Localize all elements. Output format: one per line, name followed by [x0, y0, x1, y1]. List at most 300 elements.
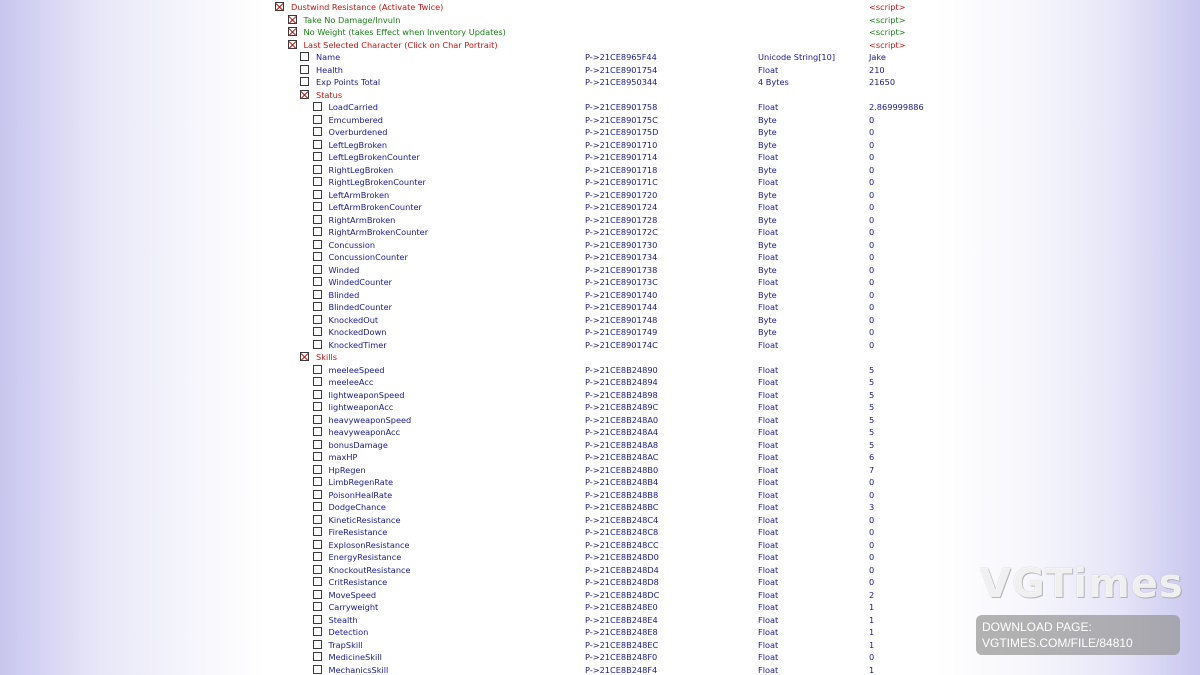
entry-address[interactable]: P->21CE8B248C4	[585, 514, 659, 525]
table-row[interactable]	[272, 626, 924, 639]
table-row[interactable]	[272, 301, 924, 314]
activate-checkbox[interactable]	[313, 240, 322, 249]
table-row[interactable]	[272, 89, 924, 102]
entry-type[interactable]: Byte	[758, 314, 777, 325]
entry-type[interactable]: Float	[758, 602, 779, 612]
entry-value[interactable]: 6	[869, 452, 875, 462]
entry-type[interactable]: Float	[758, 614, 779, 625]
table-row[interactable]	[272, 451, 924, 464]
entry-description[interactable]: Concussion	[328, 239, 376, 250]
entry-description[interactable]: LeftArmBroken	[328, 189, 390, 200]
activate-checkbox[interactable]	[313, 190, 322, 199]
entry-address[interactable]: P->21CE8B248C8	[585, 527, 659, 537]
entry-address[interactable]: P->21CE8B248E8	[585, 627, 658, 637]
entry-value[interactable]: 0	[869, 539, 875, 550]
entry-address[interactable]: P->21CE8B248DC	[585, 589, 660, 600]
entry-description[interactable]: meeleeSpeed	[328, 364, 385, 375]
entry-address[interactable]: P->21CE8B248B4	[585, 477, 659, 487]
entry-value[interactable]: 3	[869, 502, 875, 512]
entry-address[interactable]: P->21CE8901749	[585, 327, 658, 337]
table-row[interactable]	[272, 164, 924, 177]
entry-value[interactable]: 0	[869, 152, 875, 162]
activate-checkbox[interactable]	[313, 215, 322, 224]
entry-type[interactable]: Float	[758, 427, 779, 437]
entry-address[interactable]: P->21CE8B248A0	[585, 414, 659, 425]
activate-checkbox[interactable]	[313, 227, 322, 236]
table-row[interactable]	[272, 1, 924, 14]
entry-description[interactable]: TrapSkill	[328, 639, 363, 650]
table-row[interactable]	[272, 114, 924, 127]
entry-description[interactable]: HpRegen	[328, 464, 366, 475]
entry-value[interactable]: 0	[869, 114, 875, 125]
activate-checkbox[interactable]	[313, 527, 322, 536]
entry-description[interactable]: Last Selected Character (Click on Char Portrait)	[303, 39, 498, 50]
activate-checkbox[interactable]	[313, 627, 322, 636]
entry-address[interactable]: P->21CE8B248AC	[585, 452, 659, 462]
entry-address[interactable]: P->21CE8950344	[585, 77, 658, 87]
entry-type[interactable]: Unicode String[10]	[758, 52, 836, 62]
entry-description[interactable]: MechanicsSkill	[328, 664, 389, 675]
entry-description[interactable]: RightArmBrokenCounter	[328, 227, 429, 237]
entry-type[interactable]: Byte	[758, 114, 777, 125]
activate-checkbox[interactable]	[313, 490, 322, 499]
entry-address[interactable]: P->21CE8901738	[585, 264, 658, 275]
entry-description[interactable]: Detection	[328, 627, 369, 637]
entry-type[interactable]: Float	[758, 177, 779, 187]
entry-value[interactable]: 0	[869, 164, 875, 175]
entry-address[interactable]: P->21CE8901730	[585, 239, 658, 250]
activate-checkbox[interactable]	[275, 2, 284, 11]
entry-type[interactable]: Float	[758, 652, 779, 662]
entry-type[interactable]: Float	[758, 539, 779, 550]
table-row[interactable]	[272, 489, 924, 502]
entry-value[interactable]: 0	[869, 477, 875, 487]
entry-address[interactable]: P->21CE8B248B0	[585, 464, 659, 475]
activate-checkbox[interactable]	[313, 377, 322, 386]
entry-address[interactable]: P->21CE8B248F4	[585, 664, 658, 675]
activate-checkbox[interactable]	[313, 315, 322, 324]
table-row[interactable]	[272, 201, 924, 214]
entry-description[interactable]: Winded	[328, 264, 360, 275]
table-row[interactable]	[272, 276, 924, 289]
table-row[interactable]	[272, 189, 924, 202]
entry-value[interactable]: 0	[869, 264, 875, 275]
table-row[interactable]	[272, 176, 924, 189]
entry-value[interactable]: 0	[869, 314, 875, 325]
entry-value[interactable]: Jake	[869, 52, 886, 62]
entry-type[interactable]: Float	[758, 152, 779, 162]
table-row[interactable]	[272, 526, 924, 539]
entry-address[interactable]: P->21CE8B24898	[585, 389, 658, 400]
table-row[interactable]	[272, 476, 924, 489]
entry-address[interactable]: P->21CE8B248D8	[585, 577, 659, 587]
entry-address[interactable]: P->21CE8901740	[585, 289, 658, 300]
entry-address[interactable]: P->21CE8B2489C	[585, 402, 659, 412]
entry-address[interactable]: P->21CE8901710	[585, 139, 658, 150]
table-row[interactable]	[272, 664, 924, 675]
table-row[interactable]	[272, 464, 924, 477]
entry-description[interactable]: bonusDamage	[328, 439, 388, 450]
entry-value[interactable]: 0	[869, 277, 875, 287]
table-row[interactable]	[272, 364, 924, 377]
activate-checkbox[interactable]	[313, 615, 322, 624]
activate-checkbox[interactable]	[313, 652, 322, 661]
activate-checkbox[interactable]	[300, 65, 309, 74]
entry-description[interactable]: heavyweaponAcc	[328, 427, 401, 437]
entry-address[interactable]: P->21CE8B248B8	[585, 489, 659, 500]
entry-type[interactable]: Float	[758, 514, 779, 525]
entry-type[interactable]: Float	[758, 202, 779, 212]
activate-checkbox[interactable]	[288, 40, 297, 49]
table-row[interactable]	[272, 601, 924, 614]
activate-checkbox[interactable]	[313, 440, 322, 449]
entry-description[interactable]: LeftArmBrokenCounter	[328, 202, 422, 212]
entry-type[interactable]: Float	[758, 377, 779, 387]
entry-description[interactable]: KineticResistance	[328, 514, 401, 525]
activate-checkbox[interactable]	[313, 402, 322, 411]
entry-value[interactable]: 1	[869, 602, 875, 612]
entry-type[interactable]: Float	[758, 452, 779, 462]
entry-description[interactable]: Status	[316, 89, 343, 100]
activate-checkbox[interactable]	[313, 427, 322, 436]
entry-description[interactable]: RightLegBrokenCounter	[328, 177, 426, 187]
entry-type[interactable]: Float	[758, 364, 779, 375]
entry-address[interactable]: P->21CE8901748	[585, 314, 658, 325]
entry-type[interactable]: Float	[758, 527, 779, 537]
entry-value[interactable]: 2.869999886	[869, 102, 924, 112]
entry-address[interactable]: P->21CE890172C	[585, 227, 658, 237]
activate-checkbox[interactable]	[288, 15, 297, 24]
entry-description[interactable]: LoadCarried	[328, 102, 378, 112]
table-row[interactable]	[272, 139, 924, 152]
table-row[interactable]	[272, 76, 924, 89]
entry-type[interactable]: Float	[758, 502, 779, 512]
entry-type[interactable]: Byte	[758, 214, 777, 225]
entry-value[interactable]: 0	[869, 202, 875, 212]
entry-description[interactable]: Name	[316, 52, 341, 62]
table-row[interactable]	[272, 126, 924, 139]
entry-address[interactable]: P->21CE8965F44	[585, 52, 657, 62]
table-row[interactable]	[272, 439, 924, 452]
table-row[interactable]	[272, 14, 924, 27]
entry-address[interactable]: P->21CE8901734	[585, 252, 658, 262]
entry-description[interactable]: heavyweaponSpeed	[328, 414, 412, 425]
entry-type[interactable]: Byte	[758, 139, 777, 150]
entry-value[interactable]: 0	[869, 252, 875, 262]
entry-address[interactable]: P->21CE890175C	[585, 114, 658, 125]
entry-type[interactable]: Byte	[758, 164, 777, 175]
table-row[interactable]	[272, 514, 924, 527]
activate-checkbox[interactable]	[313, 502, 322, 511]
activate-checkbox[interactable]	[313, 177, 322, 186]
activate-checkbox[interactable]	[313, 152, 322, 161]
activate-checkbox[interactable]	[300, 52, 309, 61]
activate-checkbox[interactable]	[288, 27, 297, 36]
activate-checkbox[interactable]	[313, 577, 322, 586]
activate-checkbox[interactable]	[313, 552, 322, 561]
activate-checkbox[interactable]	[313, 665, 322, 674]
entry-type[interactable]: 4 Bytes	[758, 77, 789, 87]
entry-address[interactable]: P->21CE8B248BC	[585, 502, 659, 512]
entry-type[interactable]: Float	[758, 252, 779, 262]
entry-value[interactable]: 7	[869, 464, 875, 475]
activate-checkbox[interactable]	[313, 515, 322, 524]
entry-type[interactable]: Float	[758, 439, 779, 450]
entry-value[interactable]: 0	[869, 239, 875, 250]
table-row[interactable]	[272, 264, 924, 277]
table-row[interactable]	[272, 576, 924, 589]
entry-type[interactable]: Float	[758, 227, 779, 237]
entry-value[interactable]: <script>	[869, 14, 906, 25]
table-row[interactable]	[272, 151, 924, 164]
entry-address[interactable]: P->21CE8901758	[585, 102, 658, 112]
table-row[interactable]	[272, 214, 924, 227]
entry-value[interactable]: <script>	[869, 27, 906, 37]
entry-value[interactable]: 5	[869, 439, 875, 450]
entry-address[interactable]: P->21CE8B248D0	[585, 552, 659, 562]
entry-description[interactable]: KnockedDown	[328, 327, 387, 337]
entry-type[interactable]: Byte	[758, 264, 777, 275]
entry-description[interactable]: LimbRegenRate	[328, 477, 394, 487]
activate-checkbox[interactable]	[313, 327, 322, 336]
table-row[interactable]	[272, 414, 924, 427]
activate-checkbox[interactable]	[313, 477, 322, 486]
entry-type[interactable]: Byte	[758, 327, 777, 337]
table-row[interactable]	[272, 614, 924, 627]
entry-description[interactable]: Blinded	[328, 289, 360, 300]
activate-checkbox[interactable]	[313, 302, 322, 311]
table-row[interactable]	[272, 39, 924, 52]
entry-address[interactable]: P->21CE8901720	[585, 189, 658, 200]
table-row[interactable]	[272, 639, 924, 652]
entry-value[interactable]: 210	[869, 64, 885, 75]
activate-checkbox[interactable]	[313, 252, 322, 261]
entry-description[interactable]: No Weight (takes Effect when Inventory Updates)	[303, 27, 506, 37]
entry-value[interactable]: 5	[869, 389, 875, 400]
entry-value[interactable]: 0	[869, 577, 875, 587]
entry-value[interactable]: 0	[869, 527, 875, 537]
entry-type[interactable]: Float	[758, 589, 779, 600]
entry-address[interactable]: P->21CE890171C	[585, 177, 658, 187]
activate-checkbox[interactable]	[313, 290, 322, 299]
table-row[interactable]	[272, 426, 924, 439]
activate-checkbox[interactable]	[313, 365, 322, 374]
entry-type[interactable]: Float	[758, 464, 779, 475]
entry-description[interactable]: Take No Damage/Invuln	[303, 14, 401, 25]
entry-type[interactable]: Byte	[758, 189, 777, 200]
entry-address[interactable]: P->21CE8B248EC	[585, 639, 659, 650]
activate-checkbox[interactable]	[313, 415, 322, 424]
entry-value[interactable]: 21650	[869, 77, 896, 87]
entry-type[interactable]: Float	[758, 389, 779, 400]
entry-type[interactable]: Float	[758, 64, 779, 75]
table-row[interactable]	[272, 389, 924, 402]
entry-type[interactable]: Float	[758, 414, 779, 425]
activate-checkbox[interactable]	[313, 540, 322, 549]
entry-type[interactable]: Float	[758, 489, 779, 500]
table-row[interactable]	[272, 289, 924, 302]
activate-checkbox[interactable]	[313, 465, 322, 474]
entry-value[interactable]: <script>	[869, 2, 906, 12]
entry-value[interactable]: 0	[869, 127, 875, 137]
entry-description[interactable]: Overburdened	[328, 127, 388, 137]
entry-address[interactable]: P->21CE890173C	[585, 277, 658, 287]
activate-checkbox[interactable]	[300, 77, 309, 86]
entry-value[interactable]: 5	[869, 414, 875, 425]
entry-type[interactable]: Float	[758, 277, 779, 287]
entry-value[interactable]: 0	[869, 214, 875, 225]
activate-checkbox[interactable]	[313, 165, 322, 174]
entry-address[interactable]: P->21CE8B248CC	[585, 539, 659, 550]
entry-description[interactable]: KnockedOut	[328, 314, 379, 325]
entry-description[interactable]: BlindedCounter	[328, 302, 393, 312]
table-row[interactable]	[272, 51, 924, 64]
table-row[interactable]	[272, 226, 924, 239]
entry-description[interactable]: Stealth	[328, 614, 358, 625]
activate-checkbox[interactable]	[313, 277, 322, 286]
entry-address[interactable]: P->21CE8901718	[585, 164, 658, 175]
entry-type[interactable]: Byte	[758, 127, 777, 137]
activate-checkbox[interactable]	[313, 590, 322, 599]
entry-type[interactable]: Byte	[758, 289, 777, 300]
entry-address[interactable]: P->21CE8B248E4	[585, 614, 658, 625]
entry-value[interactable]: 0	[869, 139, 875, 150]
entry-value[interactable]: 0	[869, 327, 875, 337]
entry-description[interactable]: meeleeAcc	[328, 377, 374, 387]
entry-description[interactable]: EnergyResistance	[328, 552, 402, 562]
entry-value[interactable]: 5	[869, 427, 875, 437]
table-row[interactable]	[272, 239, 924, 252]
entry-address[interactable]: P->21CE890174C	[585, 339, 658, 350]
activate-checkbox[interactable]	[313, 340, 322, 349]
entry-address[interactable]: P->21CE8B248A4	[585, 427, 659, 437]
entry-value[interactable]: 5	[869, 377, 875, 387]
table-row[interactable]	[272, 651, 924, 664]
entry-description[interactable]: DodgeChance	[328, 502, 386, 512]
entry-description[interactable]: ExplosonResistance	[328, 539, 410, 550]
entry-value[interactable]: 0	[869, 489, 875, 500]
entry-description[interactable]: Health	[316, 64, 343, 75]
entry-value[interactable]: 0	[869, 552, 875, 562]
table-row[interactable]	[272, 351, 924, 364]
entry-value[interactable]: 0	[869, 289, 875, 300]
entry-value[interactable]: 5	[869, 364, 875, 375]
entry-address[interactable]: P->21CE890175D	[585, 127, 659, 137]
table-row[interactable]	[272, 314, 924, 327]
entry-type[interactable]: Byte	[758, 239, 777, 250]
entry-value[interactable]: 0	[869, 227, 875, 237]
entry-description[interactable]: Carryweight	[328, 602, 379, 612]
activate-checkbox[interactable]	[313, 115, 322, 124]
entry-value[interactable]: 0	[869, 514, 875, 525]
entry-value[interactable]: 1	[869, 627, 875, 637]
activate-checkbox[interactable]	[313, 565, 322, 574]
entry-type[interactable]: Float	[758, 577, 779, 587]
entry-description[interactable]: FireResistance	[328, 527, 388, 537]
activate-checkbox[interactable]	[300, 352, 309, 361]
entry-value[interactable]: 0	[869, 302, 875, 312]
entry-description[interactable]: ConcussionCounter	[328, 252, 408, 262]
entry-value[interactable]: 0	[869, 564, 875, 575]
entry-type[interactable]: Float	[758, 102, 779, 112]
entry-address[interactable]: P->21CE8B248D4	[585, 564, 659, 575]
activate-checkbox[interactable]	[313, 390, 322, 399]
entry-address[interactable]: P->21CE8901728	[585, 214, 658, 225]
entry-value[interactable]: 0	[869, 339, 875, 350]
entry-description[interactable]: CritResistance	[328, 577, 388, 587]
entry-description[interactable]: lightweaponSpeed	[328, 389, 405, 400]
table-row[interactable]	[272, 564, 924, 577]
table-row[interactable]	[272, 251, 924, 264]
entry-type[interactable]: Float	[758, 639, 779, 650]
entry-description[interactable]: PoisonHealRate	[328, 489, 393, 500]
entry-type[interactable]: Float	[758, 339, 779, 350]
entry-address[interactable]: P->21CE8901724	[585, 202, 658, 212]
entry-value[interactable]: 0	[869, 189, 875, 200]
entry-type[interactable]: Float	[758, 402, 779, 412]
entry-value[interactable]: 0	[869, 177, 875, 187]
entry-value[interactable]: 0	[869, 652, 875, 662]
table-row[interactable]	[272, 501, 924, 514]
entry-address[interactable]: P->21CE8B24890	[585, 364, 658, 375]
entry-type[interactable]: Float	[758, 627, 779, 637]
activate-checkbox[interactable]	[313, 602, 322, 611]
entry-description[interactable]: LeftLegBrokenCounter	[328, 152, 420, 162]
entry-type[interactable]: Float	[758, 477, 779, 487]
activate-checkbox[interactable]	[313, 102, 322, 111]
entry-value[interactable]: <script>	[869, 39, 906, 50]
activate-checkbox[interactable]	[313, 265, 322, 274]
entry-description[interactable]: lightweaponAcc	[328, 402, 394, 412]
table-row[interactable]	[272, 539, 924, 552]
entry-description[interactable]: LeftLegBroken	[328, 139, 388, 150]
entry-description[interactable]: maxHP	[328, 452, 358, 462]
entry-value[interactable]: 1	[869, 664, 875, 675]
entry-value[interactable]: 1	[869, 639, 875, 650]
table-row[interactable]	[272, 101, 924, 114]
entry-description[interactable]: RightLegBroken	[328, 164, 394, 175]
entry-type[interactable]: Float	[758, 564, 779, 575]
activate-checkbox[interactable]	[313, 640, 322, 649]
entry-value[interactable]: 2	[869, 589, 875, 600]
table-row[interactable]	[272, 326, 924, 339]
entry-type[interactable]: Float	[758, 302, 779, 312]
entry-description[interactable]: Exp Points Total	[316, 77, 381, 87]
entry-address[interactable]: P->21CE8901754	[585, 64, 658, 75]
entry-description[interactable]: RightArmBroken	[328, 214, 396, 225]
table-row[interactable]	[272, 26, 924, 39]
entry-description[interactable]: MedicineSkill	[328, 652, 382, 662]
entry-description[interactable]: MoveSpeed	[328, 589, 377, 600]
table-row[interactable]	[272, 551, 924, 564]
activate-checkbox[interactable]	[313, 127, 322, 136]
activate-checkbox[interactable]	[313, 140, 322, 149]
activate-checkbox[interactable]	[300, 90, 309, 99]
entry-address[interactable]: P->21CE8B248F0	[585, 652, 658, 662]
entry-address[interactable]: P->21CE8B248A8	[585, 439, 659, 450]
table-row[interactable]	[272, 589, 924, 602]
table-row[interactable]	[272, 376, 924, 389]
entry-type[interactable]: Float	[758, 664, 779, 675]
entry-description[interactable]: WindedCounter	[328, 277, 393, 287]
entry-value[interactable]: 1	[869, 614, 875, 625]
entry-type[interactable]: Float	[758, 552, 779, 562]
table-row[interactable]	[272, 64, 924, 77]
entry-address[interactable]: P->21CE8901744	[585, 302, 658, 312]
table-row[interactable]	[272, 339, 924, 352]
activate-checkbox[interactable]	[313, 202, 322, 211]
entry-description[interactable]: KnockoutResistance	[328, 564, 411, 575]
